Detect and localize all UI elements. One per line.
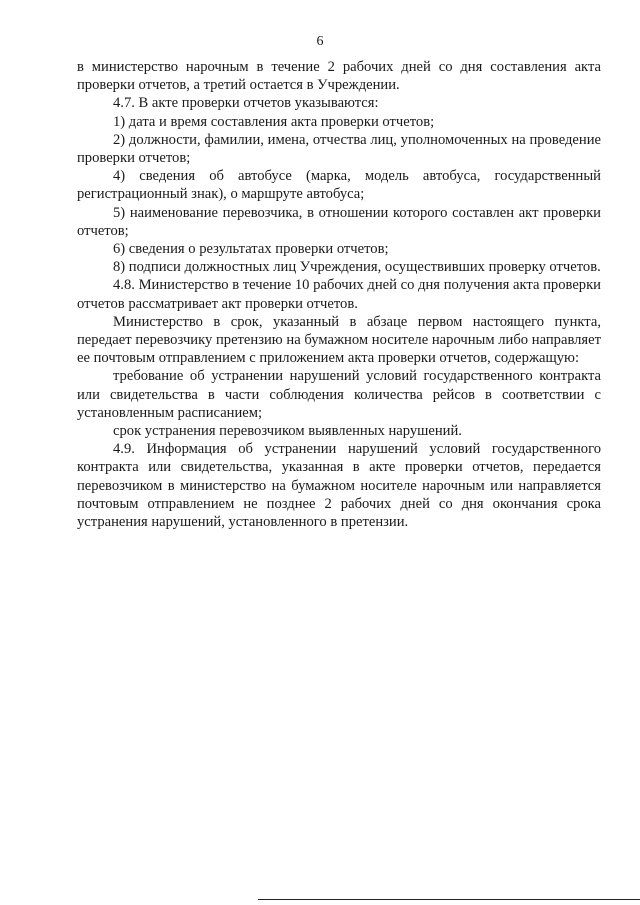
paragraph-4-9: 4.9. Информация об устранении нарушений условий государственного контракта или свидетельства, указанная в акте проверки отчетов, передается перевозчиком в министерство на бумажном носителе нарочным или направляется почтовым отправлением не позднее 2 рабочих дней со дня окончания срока устранения нарушений, установленного в претензии. [77, 441, 601, 531]
list-item-1: 1) дата и время составления акта проверки отчетов; [113, 113, 435, 130]
list-item-6: 6) сведения о результатах проверки отчетов; [113, 241, 389, 258]
document-body [77, 58, 601, 531]
paragraph-deadline: срок устранения перевозчиком выявленных нарушений. [113, 423, 462, 440]
paragraph-continuation: в министерство нарочным в течение 2 рабочих дней со дня составления акта проверки отчетов, а третий остается в Учреждении. [77, 59, 601, 94]
page-number: 6 [316, 34, 324, 49]
list-item-5: 5) наименование перевозчика, в отношении которого составлен акт проверки отчетов; [77, 204, 601, 239]
paragraph-requirement: требование об устранении нарушений условий государственного контракта или свидетельства в части соблюдения количества рейсов в соответствии с установленным расписанием; [77, 368, 601, 421]
paragraph-4-7: 4.7. В акте проверки отчетов указываются: [113, 95, 379, 112]
list-item-4: 4) сведения об автобусе (марка, модель автобуса, государственный регистрационный знак), о маршруте автобуса; [77, 168, 601, 203]
paragraph-ministry-claim: Министерство в срок, указанный в абзаце первом настоящего пункта, передает перевозчику претензию на бумажном носителе нарочным либо направляет ее почтовым отправлением с приложением акта проверки отчетов, содержащую: [77, 313, 601, 367]
footer-divider [258, 899, 640, 900]
list-item-8: 8) подписи должностных лиц Учреждения, осуществивших проверку отчетов. [113, 259, 601, 276]
list-item-2: 2) должности, фамилии, имена, отчества лиц, уполномоченных на проведение проверки отчетов; [77, 131, 601, 167]
paragraph-4-8: 4.8. Министерство в течение 10 рабочих дней со дня получения акта проверки отчетов рассматривает акт проверки отчетов. [77, 277, 601, 312]
